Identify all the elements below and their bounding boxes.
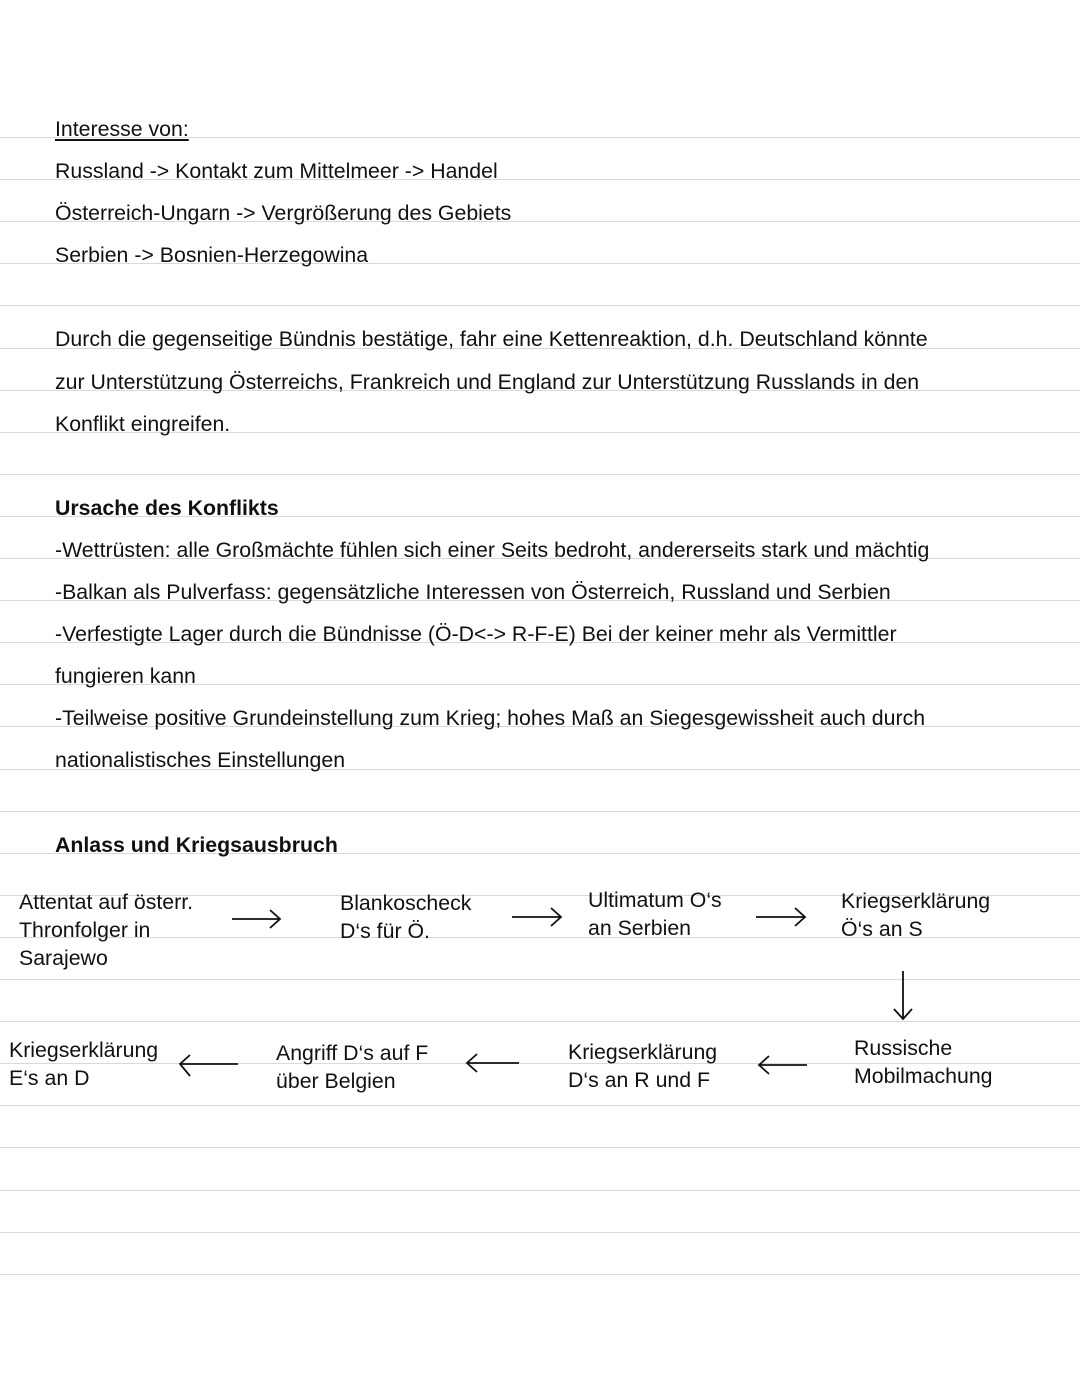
step-line: Thronfolger in bbox=[19, 918, 151, 942]
arrow-left-icon bbox=[180, 1055, 238, 1076]
cause-line: -Wettrüsten: alle Großmächte fühlen sich einer Seits bedroht, andererseits stark und mächtig bbox=[55, 537, 930, 562]
step-line: über Belgien bbox=[276, 1069, 396, 1093]
step-line: Kriegserklärung bbox=[9, 1038, 159, 1062]
cause-line: -Teilweise positive Grundeinstellung zum Krieg; hohes Maß an Siegesgewissheit auch durch bbox=[55, 706, 926, 731]
cause-line: -Verfestigte Lager durch die Bündnisse (Ö-D<-> R-F-E) Bei der keiner mehr als Vermittler bbox=[55, 622, 897, 647]
arrow-left-icon bbox=[467, 1054, 519, 1072]
cause-line: fungieren kann bbox=[55, 664, 196, 689]
step-line: an Serbien bbox=[588, 916, 692, 940]
arrow-right-icon bbox=[512, 908, 561, 926]
step-line: D‘s an R und F bbox=[568, 1068, 711, 1092]
step-line: Mobilmachung bbox=[854, 1064, 993, 1088]
interest-item: Österreich-Ungarn -> Vergrößerung des Gebiets bbox=[55, 201, 512, 226]
arrow-left-icon bbox=[759, 1056, 807, 1074]
step-line: Kriegserklärung bbox=[841, 889, 991, 913]
step-line: Russische bbox=[854, 1036, 953, 1060]
arrow-right-icon bbox=[232, 910, 280, 928]
step-line: Kriegserklärung bbox=[568, 1040, 718, 1064]
cause-line: -Balkan als Pulverfass: gegensätzliche Interessen von Österreich, Russland und Serbien bbox=[55, 580, 891, 605]
step-line: Blankoscheck bbox=[340, 891, 472, 915]
step-line: Ö‘s an S bbox=[841, 917, 923, 941]
step-line: D‘s für Ö. bbox=[340, 919, 430, 943]
cause-line: nationalistisches Einstellungen bbox=[55, 748, 346, 773]
step-line: Sarajewo bbox=[19, 946, 108, 970]
step-line: Attentat auf österr. bbox=[19, 890, 194, 914]
interests-heading: Interesse von: bbox=[55, 117, 189, 141]
interest-item: Serbien -> Bosnien-Herzegowina bbox=[55, 243, 369, 268]
outbreak-heading: Anlass und Kriegsausbruch bbox=[55, 832, 338, 857]
paragraph-line: Konflikt eingreifen. bbox=[55, 411, 231, 436]
causes-heading: Ursache des Konflikts bbox=[55, 495, 279, 520]
interest-item: Russland -> Kontakt zum Mittelmeer -> Handel bbox=[55, 159, 498, 184]
arrow-down-icon bbox=[894, 971, 912, 1019]
paragraph-line: zur Unterstützung Österreichs, Frankreich und England zur Unterstützung Russlands in den bbox=[55, 369, 920, 394]
step-line: Angriff D‘s auf F bbox=[276, 1041, 429, 1065]
step-line: Ultimatum O‘s bbox=[588, 888, 722, 912]
paragraph-line: Durch die gegenseitige Bündnis bestätige, fahr eine Kettenreaktion, d.h. Deutschland könnte bbox=[55, 327, 928, 352]
arrow-right-icon bbox=[756, 908, 805, 926]
step-line: E‘s an D bbox=[9, 1066, 90, 1090]
